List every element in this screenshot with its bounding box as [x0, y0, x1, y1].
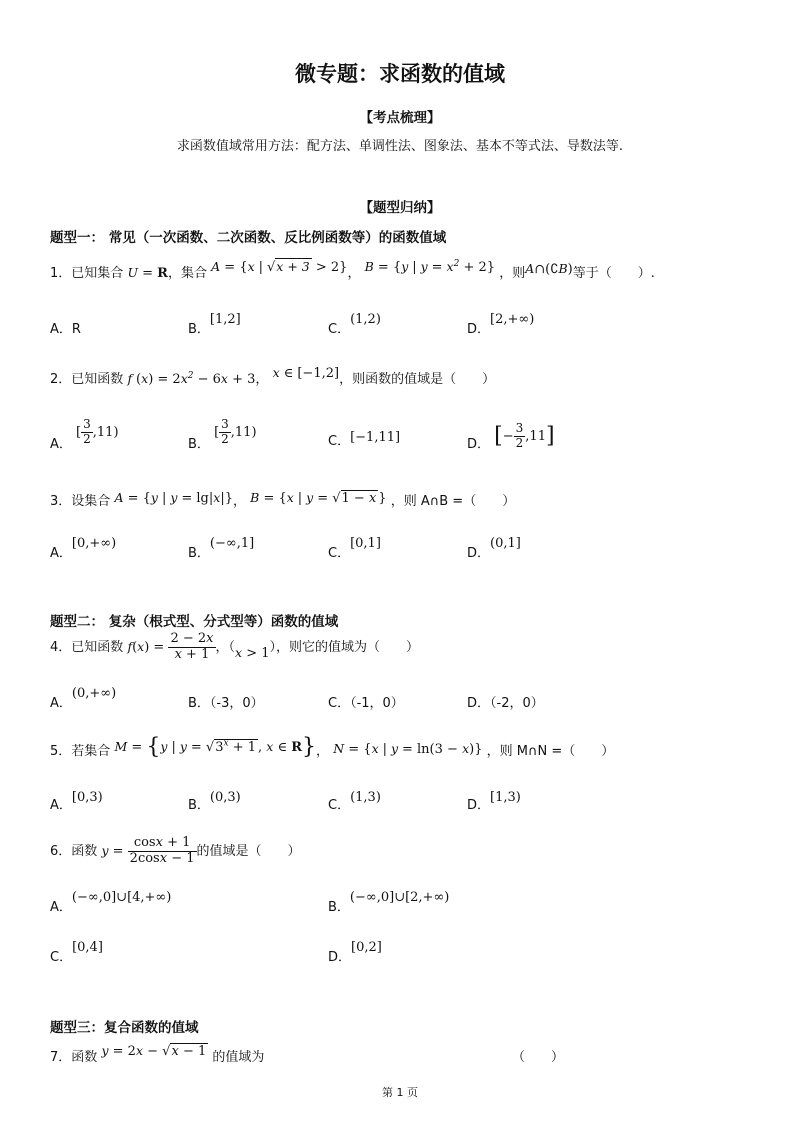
review-text: 求函数值域常用方法：配方法、单调性法、图象法、基本不等式法、导数法等.: [176, 139, 624, 154]
option-a[interactable]: A．(−∞,0]∪[4,+∞): [50, 890, 172, 915]
option-a[interactable]: A．R: [50, 322, 81, 337]
option-b[interactable]: B．(0,3): [188, 790, 241, 813]
math-u: U: [127, 265, 138, 280]
page-title: 微专题：求函数的值域: [295, 62, 505, 86]
question-4: 4．已知函数 f(x) = $\frac{2 - 2x}{x + 1}$ ，（x > 1），则它的值域为（ ）: [50, 631, 420, 662]
math-set-n: N = {x | y = ln(3 − x)}: [333, 741, 483, 757]
math-set-a: A = {x | √x + 3 > 2}: [211, 259, 348, 275]
type-heading-2: 题型二： 复杂（根式型、分式型等）函数的值域: [50, 614, 339, 630]
type-heading-1: 题型一： 常见（一次函数、二次函数、反比例函数等）的函数值域: [50, 230, 447, 246]
option-d[interactable]: D．[2,+∞): [467, 312, 535, 337]
question-6: 6．函数 y = $\frac{\cos x + 1}{2\cos x - 1}$ 的值域是（ ）: [50, 835, 301, 866]
option-c[interactable]: C．(1,2): [328, 312, 381, 337]
option-a[interactable]: A．[0,+∞): [50, 536, 117, 561]
math-function: y = 2x − √x − 1: [101, 1043, 207, 1059]
math-set-m: M = {y | $y = √3^x + 1$ , x ∈ R}: [114, 734, 317, 760]
question-2: 2．已知函数 f $(x) = 2x^2 - 6x + 3$， x ∈ [−1,2]，则函数的值域是（ ）: [50, 365, 496, 387]
option-d[interactable]: D．[0,2]: [328, 940, 382, 965]
answer-paren: （ ）: [512, 1050, 565, 1065]
type-heading-3: 题型三：复合函数的值域: [50, 1020, 199, 1036]
math-expr: A∩(∁B): [525, 261, 573, 277]
option-d[interactable]: D．(0,1]: [467, 536, 521, 561]
option-a[interactable]: A．(0,+∞): [50, 686, 117, 711]
option-d[interactable]: D．[1,3): [467, 790, 521, 813]
question-7: 7．函数 y = 2x − √x − 1 的值域为: [50, 1043, 265, 1065]
math-function: f(x) = $\frac{2 - 2x}{x + 1}$: [127, 631, 214, 662]
option-c[interactable]: C．(1,3): [328, 790, 381, 813]
math-set-b: B = {y | $y = x^2 + 2$}: [364, 258, 496, 275]
option-a[interactable]: A． [ $\frac{3}{2}$ ,11): [50, 417, 119, 452]
section-heading-types: 【题型归纳】: [359, 200, 441, 216]
math-function: f $(x) = 2x^2 - 6x + 3$: [127, 370, 256, 387]
question-5: 5．若集合 M = {y | $y = √3^x + 1$ , x ∈ R}， N = {x | y = ln(3 − x)} ，则 M∩N =（ ）: [50, 734, 615, 760]
math-set-a: A = {y | y = lg|x|}: [114, 490, 233, 506]
option-c[interactable]: C．[−1,11]: [328, 430, 401, 449]
section-heading-review: 【考点梳理】: [359, 110, 441, 126]
question-1: 1．已知集合 U = R，集合 A = {x | √x + 3 > 2}， B = {y | $y = x^2 + 2$} ，则A∩(∁B)等于（ ）.: [50, 258, 655, 281]
math-domain: x ∈ [−1,2]: [272, 365, 340, 381]
option-c[interactable]: C．[0,1]: [328, 536, 381, 561]
math-set-b: B = {x | y = √1 − x }: [250, 490, 387, 506]
question-number: 1．: [50, 266, 72, 281]
option-b[interactable]: B．（-3，0）: [188, 696, 264, 711]
option-c[interactable]: C．[0,4]: [50, 940, 103, 965]
page-footer: 第 1 页: [382, 1086, 418, 1099]
option-c[interactable]: C．（-1，0）: [328, 696, 404, 711]
option-a[interactable]: A．[0,3): [50, 790, 103, 813]
question-lead: 已知集合: [71, 266, 124, 281]
math-domain: x > 1: [235, 644, 270, 661]
option-d[interactable]: D．（-2，0）: [467, 696, 544, 711]
option-b[interactable]: B．(−∞,0]∪[2,+∞): [328, 890, 450, 915]
option-b[interactable]: B．[1,2]: [188, 312, 241, 337]
option-b[interactable]: B． [ $\frac{3}{2}$ ,11): [188, 417, 257, 452]
option-b[interactable]: B．(−∞,1]: [188, 536, 255, 561]
math-function: y = $\frac{\cos x + 1}{2\cos x - 1}$: [101, 835, 195, 866]
question-3: 3．设集合 A = {y | y = lg|x|}， B = {x | y = √1 − x } ，则 A∩B =（ ）: [50, 490, 516, 509]
option-d[interactable]: D． [− $\frac{3}{2}$ ,11]: [467, 421, 555, 452]
